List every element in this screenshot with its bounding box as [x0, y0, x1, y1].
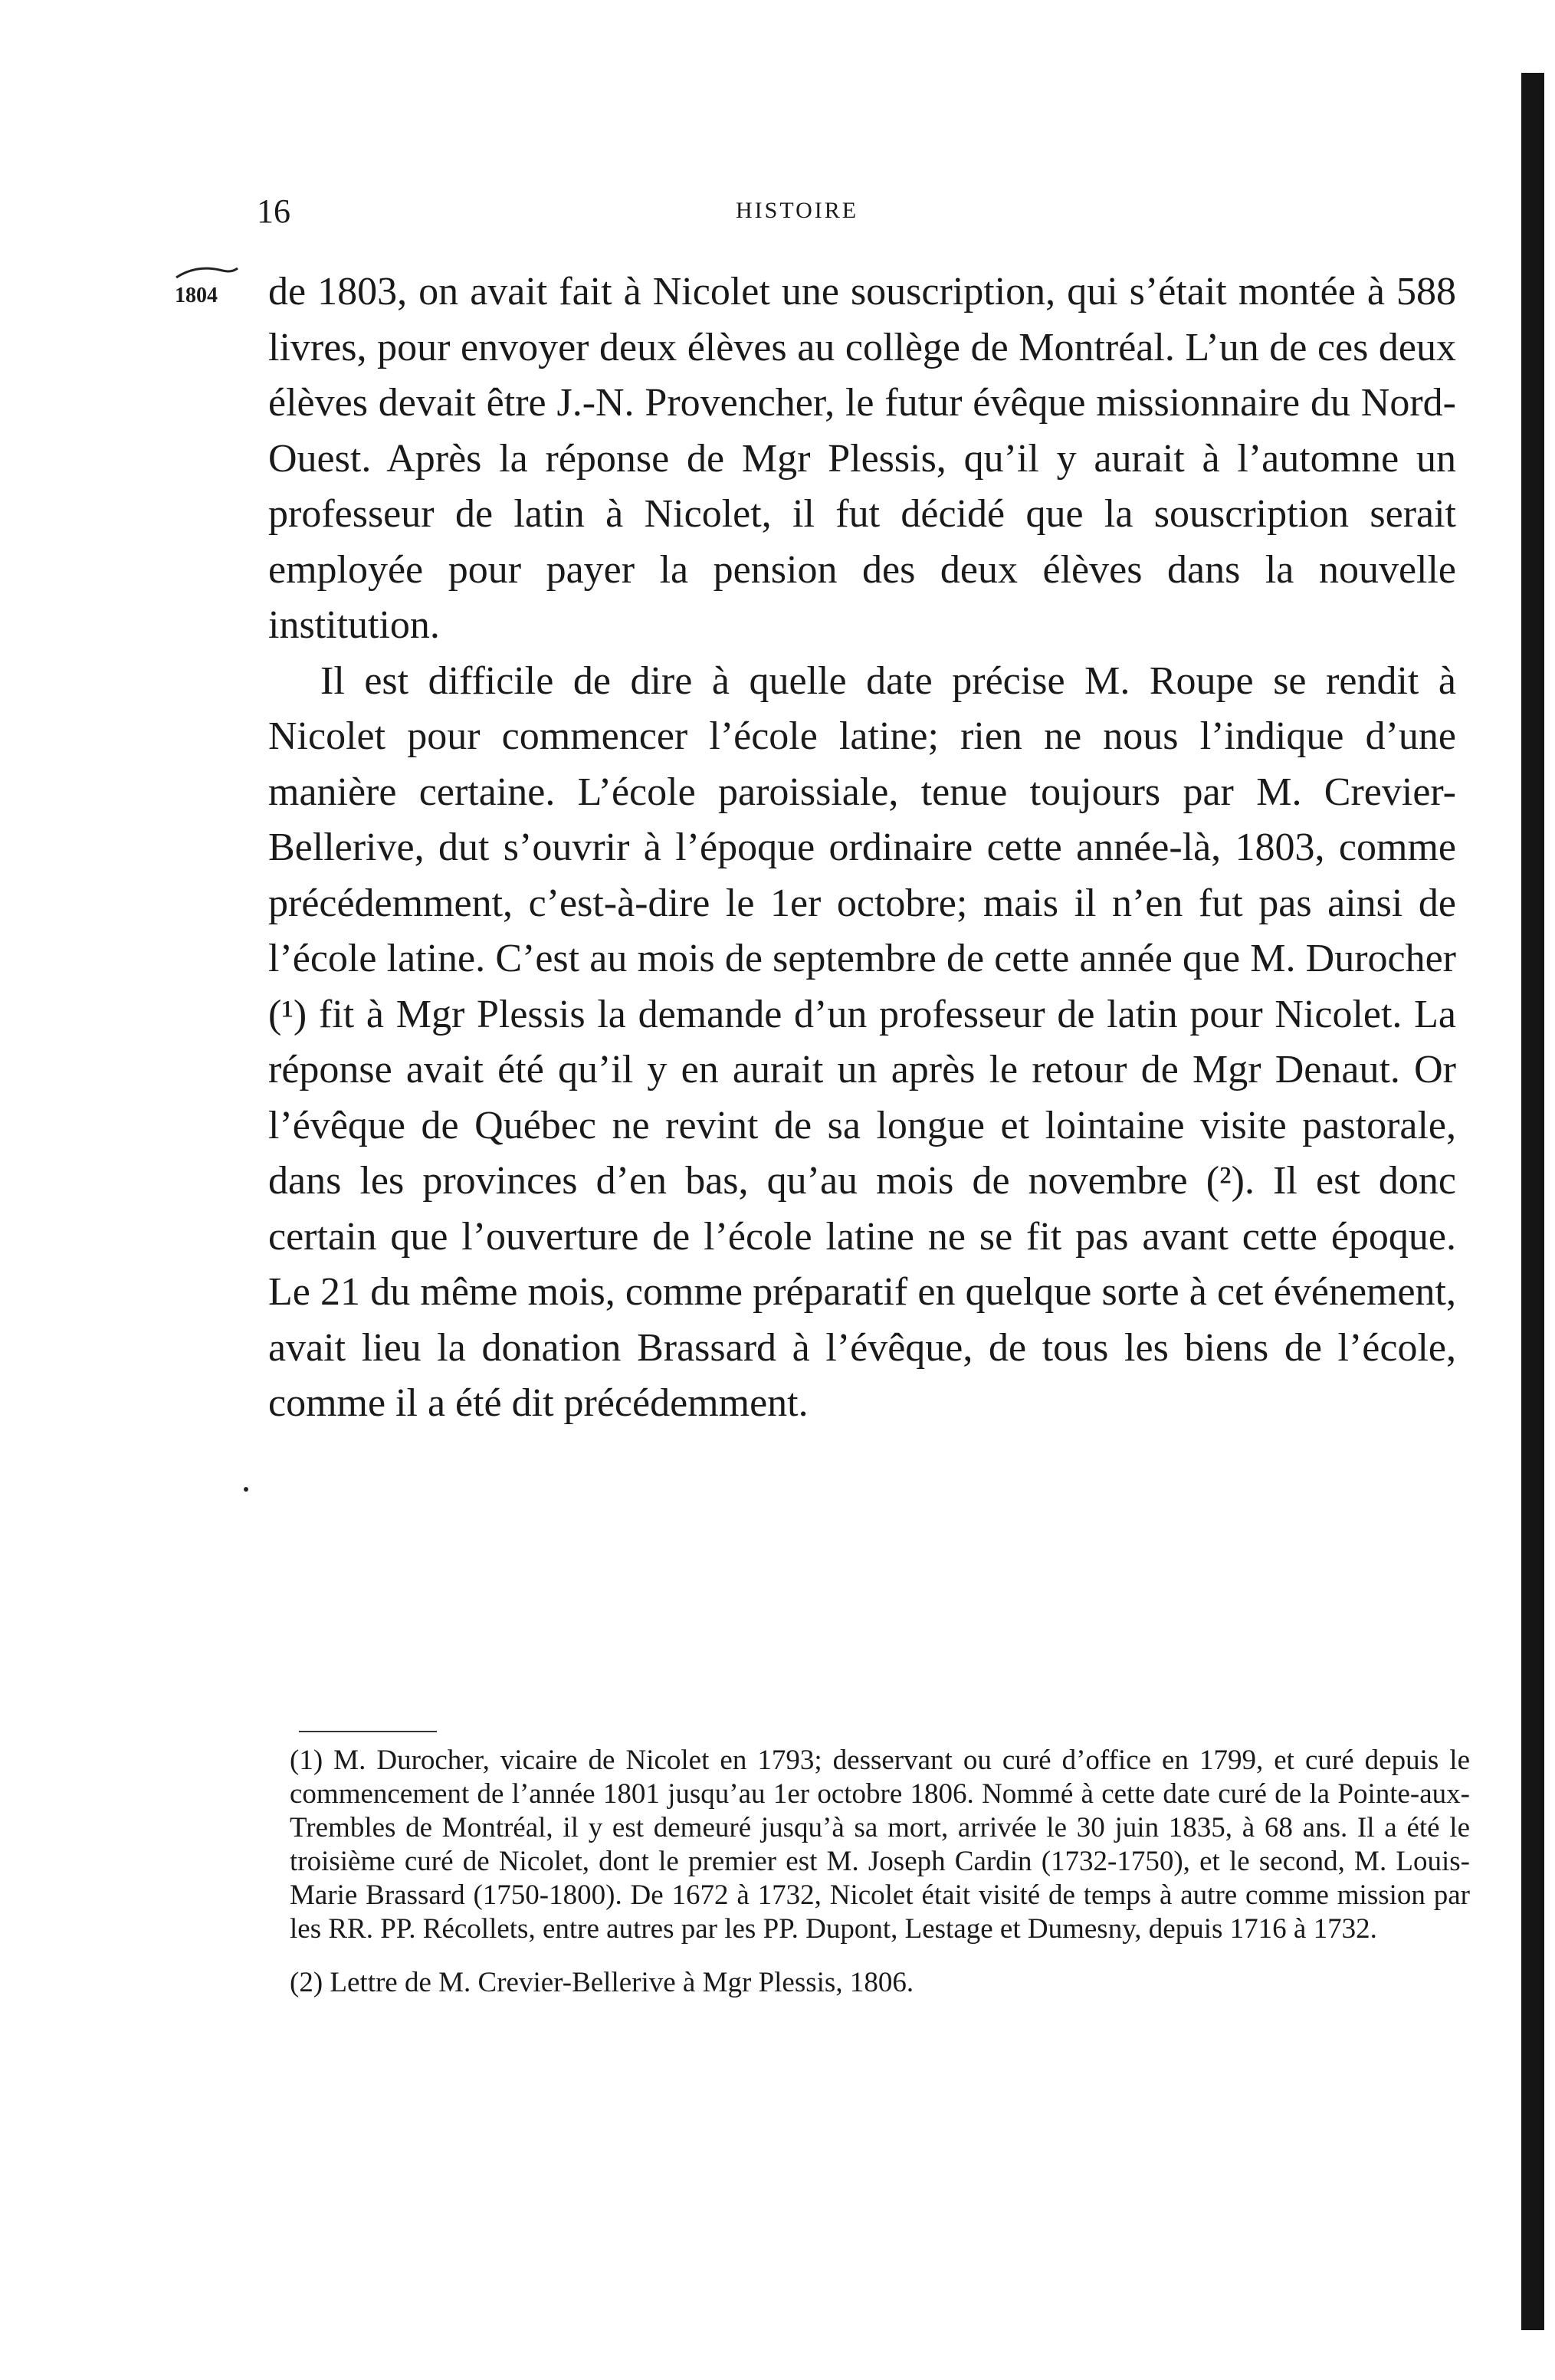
footnotes [290, 1744, 1470, 2000]
paragraph-1: de 1803, on avait fait à Nicolet une souscription, qui s’était montée à 588 livres, pour envoyer deux élèves au collège de Montréal. L’un de ces deux élèves devait être J.-N. Provencher, le futur évêque missionnaire du Nord-Ouest. Après la réponse de Mgr Plessis, qu’il y aurait à l’automne un professeur de latin à Nicolet, il fut décidé que la souscription serait employée pour payer la pension des deux élèves dans la nouvelle institution. [268, 270, 1456, 647]
swash-ornament-icon [175, 265, 239, 281]
page-number: 16 [257, 192, 290, 230]
paragraph-2: Il est difficile de dire à quelle date précise M. Roupe se rendit à Nicolet pour commencer l’école latine; rien ne nous l’indique d’une manière certaine. L’école paroissiale, tenue toujours par M. Crevier-Bellerive, dut s’ouvrir à l’époque ordinaire cette année-là, 1803, comme précédemment, c’est-à-dire le 1er octobre; mais il n’en fut pas ainsi de l’école latine. C’est au mois de septembre de cette année que M. Durocher (¹) fit à Mgr Plessis la demande d’un professeur de latin pour Nicolet. La réponse avait été qu’il y en aurait un après le retour de Mgr Denaut. Or l’évêque de Québec ne revint de sa longue et lointaine visite pastorale, dans les provinces d’en bas, qu’au mois de novembre (²). Il est donc certain que l’ouverture de l’école latine ne se fit pas avant cette époque. Le 21 du même mois, comme préparatif en quelque sorte à cet événement, avait lieu la donation Brassard à l’évêque, de tous les biens de l’école, comme il a été dit précédemment. [268, 658, 1456, 1425]
footnote-1: (1) M. Durocher, vicaire de Nicolet en 1793; desservant ou curé d’office en 1799, et curé depuis le commencement de l’année 1801 jusqu’au 1er octobre 1806. Nommé à cette date curé de la Pointe-aux-Trembles de Montréal, il y est demeuré jusqu’à sa mort, arrivée le 30 juin 1835, à 68 ans. Il a été le troisième curé de Nicolet, dont le premier est M. Joseph Cardin (1732-1750), et le second, M. Louis-Marie Brassard (1750-1800). De 1672 à 1732, Nicolet était visité de temps à autre comme mission par les RR. PP. Récollets, entre autres par les PP. Dupont, Lestage et Dumesny, depuis 1716 à 1732. [290, 1745, 1470, 1945]
margin-year: 1804 [175, 284, 218, 307]
margin-year-note [175, 284, 218, 308]
footnote-divider [299, 1731, 437, 1732]
running-title: HISTOIRE [736, 198, 859, 223]
scan-edge-strip [1521, 73, 1544, 2330]
footnote-2: (2) Lettre de M. Crevier-Bellerive à Mgr Plessis, 1806. [290, 1967, 914, 1998]
print-speck [244, 1487, 248, 1492]
body-text [268, 264, 1456, 1432]
